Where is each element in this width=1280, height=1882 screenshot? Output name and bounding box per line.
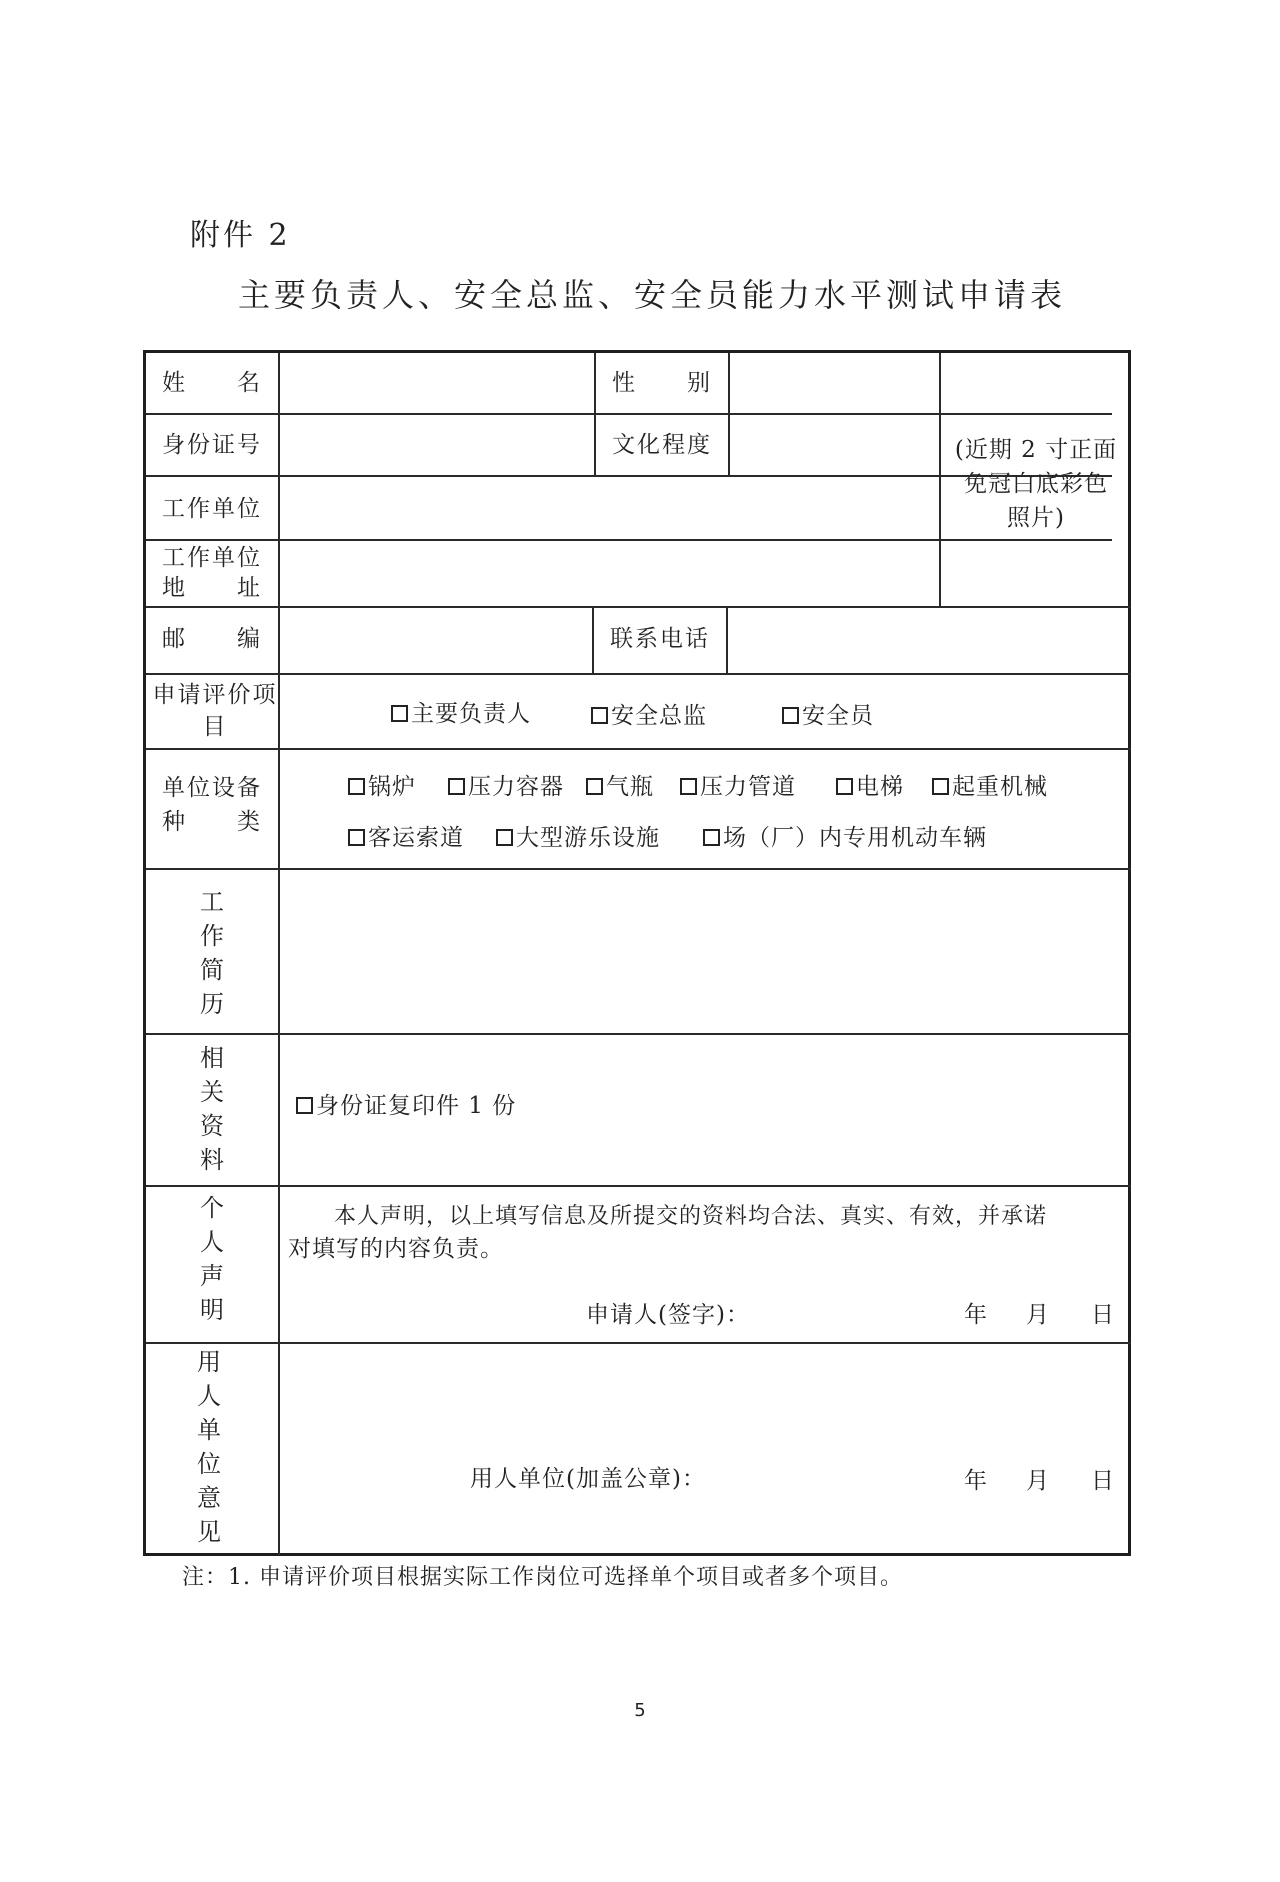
checkbox-icon — [586, 778, 603, 795]
declaration-text — [288, 1201, 1126, 1265]
gender-field[interactable] — [732, 357, 935, 411]
equipment-option-label: 锅炉 — [368, 774, 416, 800]
postcode-label: 邮 编 — [162, 626, 262, 652]
equipment-option-label: 气瓶 — [606, 774, 654, 800]
checkbox-icon — [680, 778, 697, 795]
opinion-date-day: 日 — [1091, 1468, 1115, 1494]
checkbox-icon — [348, 829, 365, 846]
declaration-text-line1: 本人声明，以上填写信息及所提交的资料均合法、真实、有效，并承诺 — [334, 1204, 1048, 1229]
equipment-option-label: 压力管道 — [700, 774, 796, 800]
declaration-date-day: 日 — [1091, 1302, 1115, 1328]
checkbox-icon — [496, 829, 513, 846]
equipment-option-pressure-pipeline[interactable] — [680, 768, 796, 801]
checkbox-icon — [296, 1097, 313, 1114]
footnote: 注：1. 申请评价项目根据实际工作岗位可选择单个项目或者多个项目。 — [182, 1565, 903, 1590]
form-title: 主要负责人、安全总监、安全员能力水平测试申请表 — [238, 276, 1067, 314]
row-divider — [146, 748, 1131, 750]
declaration-date-year: 年 — [964, 1302, 988, 1328]
row-divider — [146, 1033, 1131, 1035]
equipment-option-elevator[interactable] — [836, 768, 904, 801]
equipment-option-lifting-machinery[interactable] — [932, 768, 1048, 801]
employer-field[interactable] — [282, 479, 935, 537]
opinion-date-month: 月 — [1026, 1468, 1050, 1494]
photo-note-line2: 免冠白底彩色 — [964, 471, 1108, 497]
checkbox-icon — [448, 778, 465, 795]
attachment-label: 附件 2 — [190, 218, 291, 253]
opinion-date-year: 年 — [964, 1468, 988, 1494]
application-form — [143, 350, 1131, 1556]
equipment-option-pressure-vessel[interactable] — [448, 768, 564, 801]
applicant-signature-label: 申请人(签字)： — [586, 1302, 750, 1328]
equipment-option-label: 场（厂）内专用机动车辆 — [723, 825, 987, 851]
gender-label: 性 别 — [612, 370, 712, 396]
equipment-option-boiler[interactable] — [348, 768, 416, 801]
materials-option-id-copy[interactable] — [296, 1087, 516, 1120]
name-label: 姓 名 — [162, 370, 262, 396]
eval-item-label-line2: 目 — [202, 714, 228, 740]
equipment-option-label: 电梯 — [856, 774, 904, 800]
materials-label: 相关资料 — [200, 1044, 224, 1174]
equipment-option-gas-cylinder[interactable] — [586, 768, 654, 801]
name-field[interactable] — [282, 357, 590, 411]
work-history-field[interactable] — [282, 872, 1128, 1030]
equipment-label — [146, 771, 278, 839]
checkbox-icon — [348, 778, 365, 795]
equipment-option-passenger-ropeway[interactable] — [348, 819, 464, 852]
checkbox-icon — [703, 829, 720, 846]
employer-seal-label: 用人单位(加盖公章)： — [470, 1466, 706, 1492]
row-divider — [146, 868, 1131, 870]
employer-address-label-line2: 地 址 — [162, 575, 262, 601]
employer-address-label-line1: 工作单位 — [162, 545, 262, 571]
equipment-option-label: 压力容器 — [468, 774, 564, 800]
checkbox-icon — [782, 707, 799, 724]
materials-option-label: 身份证复印件 1 份 — [316, 1093, 517, 1119]
photo-column-divider — [939, 353, 941, 606]
photo-note-line3: 照片) — [1007, 505, 1065, 531]
address-field[interactable] — [282, 543, 935, 603]
row-divider — [146, 413, 1112, 415]
row-divider — [146, 539, 1112, 541]
equipment-option-amusement-facility[interactable] — [496, 819, 660, 852]
row-divider — [146, 1342, 1131, 1344]
equipment-option-site-vehicle[interactable] — [703, 819, 987, 852]
postcode-field[interactable] — [282, 610, 588, 670]
equipment-option-label: 起重机械 — [952, 774, 1048, 800]
row-divider — [146, 1185, 1131, 1187]
employer-label: 工作单位 — [162, 496, 262, 522]
checkbox-icon — [836, 778, 853, 795]
column-divider — [726, 606, 728, 673]
eval-item-label — [146, 679, 284, 743]
declaration-date-month: 月 — [1026, 1302, 1050, 1328]
checkbox-icon — [932, 778, 949, 795]
column-divider — [728, 353, 730, 475]
eval-option-label: 安全员 — [802, 703, 874, 729]
photo-note-line1: (近期 2 寸正面 — [954, 437, 1118, 463]
id-number-label: 身份证号 — [162, 432, 262, 458]
employer-address-label — [146, 543, 278, 603]
phone-label: 联系电话 — [610, 626, 710, 652]
education-label: 文化程度 — [612, 432, 712, 458]
equipment-option-label: 客运索道 — [368, 825, 464, 851]
equipment-label-line1: 单位设备 — [162, 775, 262, 801]
row-divider — [146, 606, 1131, 608]
equipment-option-label: 大型游乐设施 — [516, 825, 660, 851]
row-divider — [146, 673, 1131, 675]
education-field[interactable] — [732, 417, 935, 473]
eval-item-label-line1: 申请评价项 — [152, 682, 278, 708]
phone-field[interactable] — [730, 610, 1126, 670]
declaration-label: 个人声明 — [200, 1194, 224, 1324]
photo-placeholder — [943, 433, 1129, 535]
eval-option-label: 主要负责人 — [411, 701, 531, 727]
equipment-label-line2: 种 类 — [162, 809, 262, 835]
label-column-divider — [278, 353, 280, 1556]
checkbox-icon — [391, 705, 408, 722]
eval-option-safety-officer[interactable] — [782, 697, 874, 730]
eval-option-principal[interactable] — [391, 695, 531, 728]
page-number: 5 — [634, 1700, 646, 1721]
declaration-text-line2: 对填写的内容负责。 — [288, 1236, 504, 1262]
employer-opinion-label: 用人单位意见 — [197, 1348, 221, 1546]
work-history-label: 工作简历 — [200, 888, 224, 1018]
eval-option-safety-director[interactable] — [591, 697, 707, 730]
id-number-field[interactable] — [282, 417, 590, 473]
checkbox-icon — [591, 707, 608, 724]
eval-option-label: 安全总监 — [611, 703, 707, 729]
